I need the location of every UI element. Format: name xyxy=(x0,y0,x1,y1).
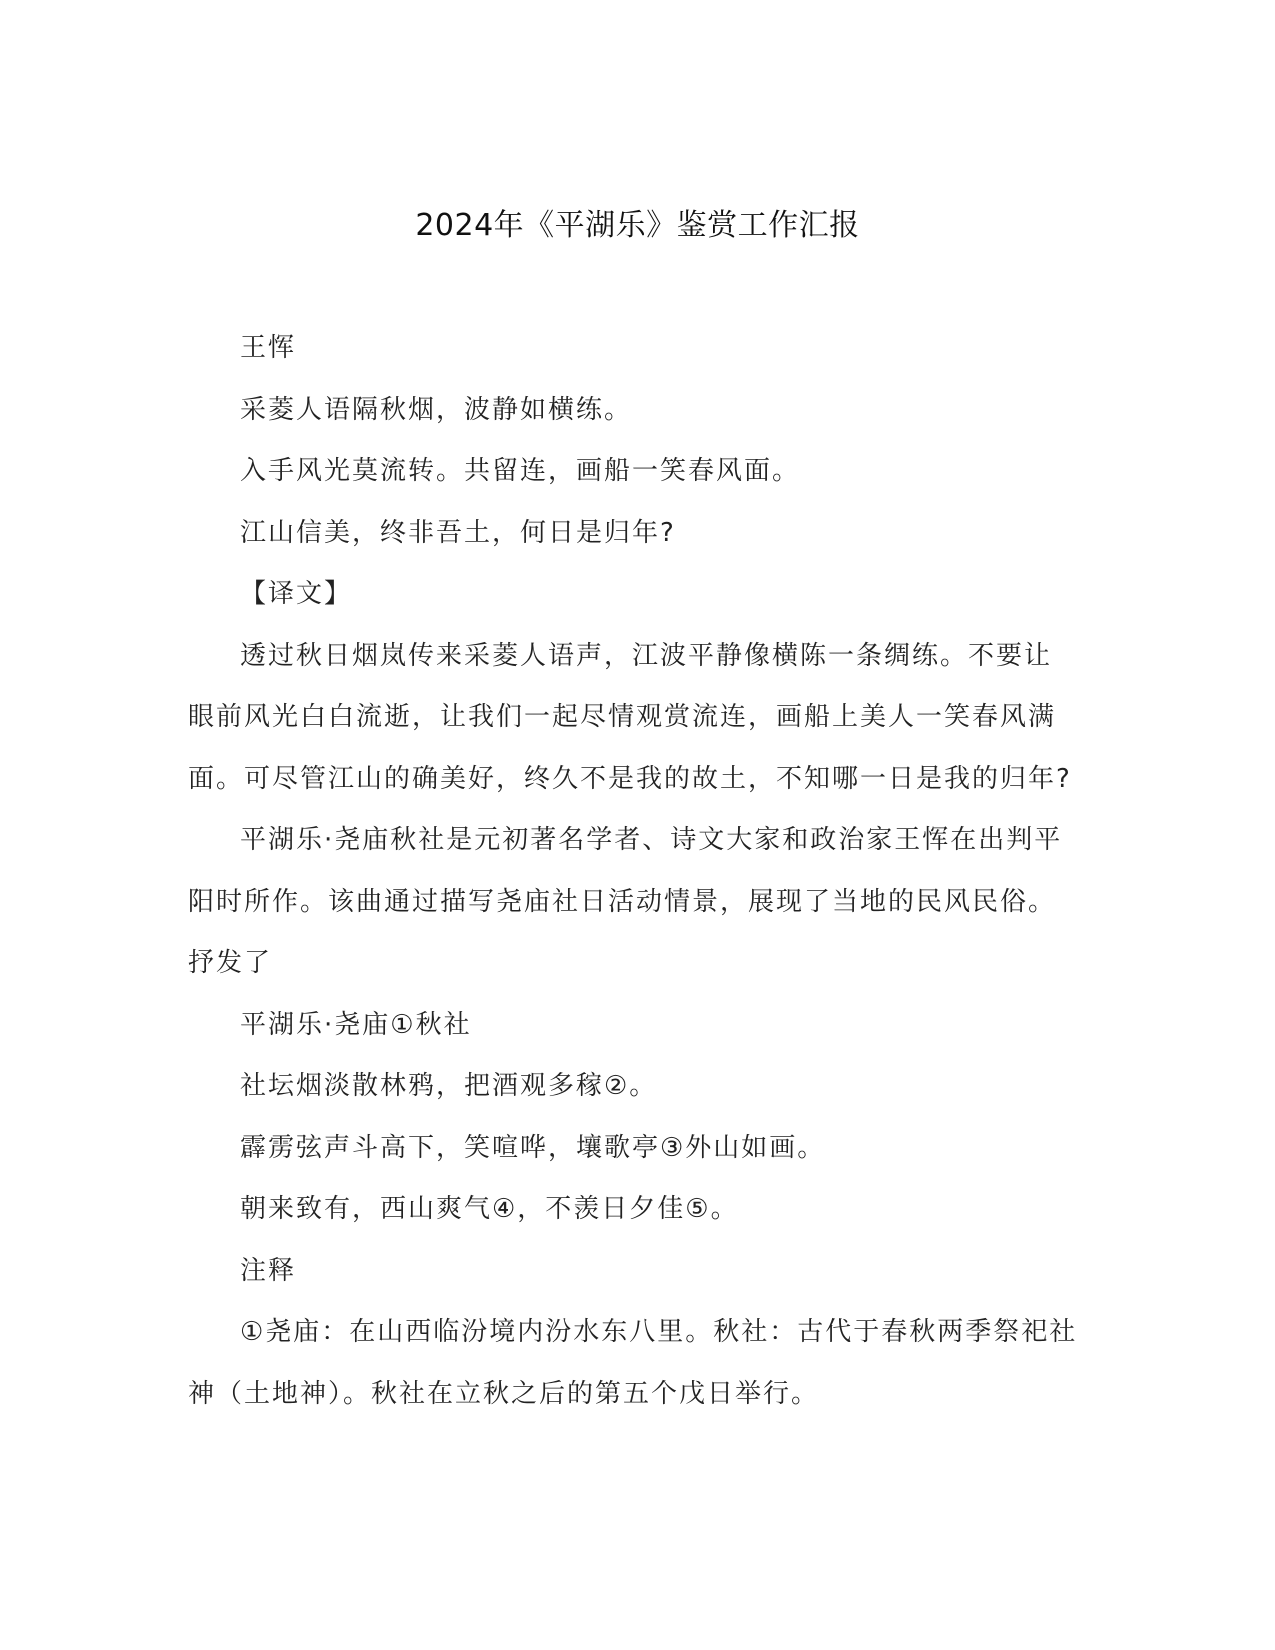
document-title: 2024年《平湖乐》鉴赏工作汇报 xyxy=(415,208,860,243)
poem-line: 霹雳弦声斗高下，笑喧哗，壤歌亭③外山如画。 xyxy=(240,1132,826,1163)
note-paragraph: ①尧庙：在山西临汾境内汾水东八里。秋社：古代于春秋两季祭祀社神（土地神）。秋社在立秋之后的第五个戊日举行。 xyxy=(188,1317,1078,1409)
section-heading-translation: 【译文】 xyxy=(240,579,353,609)
poem-line: 入手风光莫流转。共留连，画船一笑春风面。 xyxy=(240,456,801,486)
poem-title: 平湖乐·尧庙①秋社 xyxy=(240,1009,472,1040)
poem-line: 采菱人语隔秋烟，波静如横练。 xyxy=(240,394,633,425)
translation-paragraph: 透过秋日烟岚传来采菱人语声，江波平静像横陈一条绸练。不要让眼前风光白白流逝，让我们一起尽情观赏流连，画船上美人一笑春风满面。可尽管江山的确美好，终久不是我的故土，不知哪一日是我的归年? xyxy=(188,640,1072,794)
intro-paragraph: 平湖乐·尧庙秋社是元初著名学者、诗文大家和政治家王恽在出判平阳时所作。该曲通过描写尧庙社日活动情景，展现了当地的民风民俗。抒发了 xyxy=(188,825,1063,978)
section-heading-notes: 注释 xyxy=(240,1255,297,1286)
document-body xyxy=(188,318,1078,1425)
author-line: 王恽 xyxy=(240,333,297,363)
poem-line: 朝来致有，西山爽气④，不羡日夕佳⑤。 xyxy=(240,1194,739,1224)
poem-line: 江山信美，终非吾土，何日是归年? xyxy=(240,517,676,548)
poem-line: 社坛烟淡散林鸦，把酒观多稼②。 xyxy=(240,1071,658,1101)
